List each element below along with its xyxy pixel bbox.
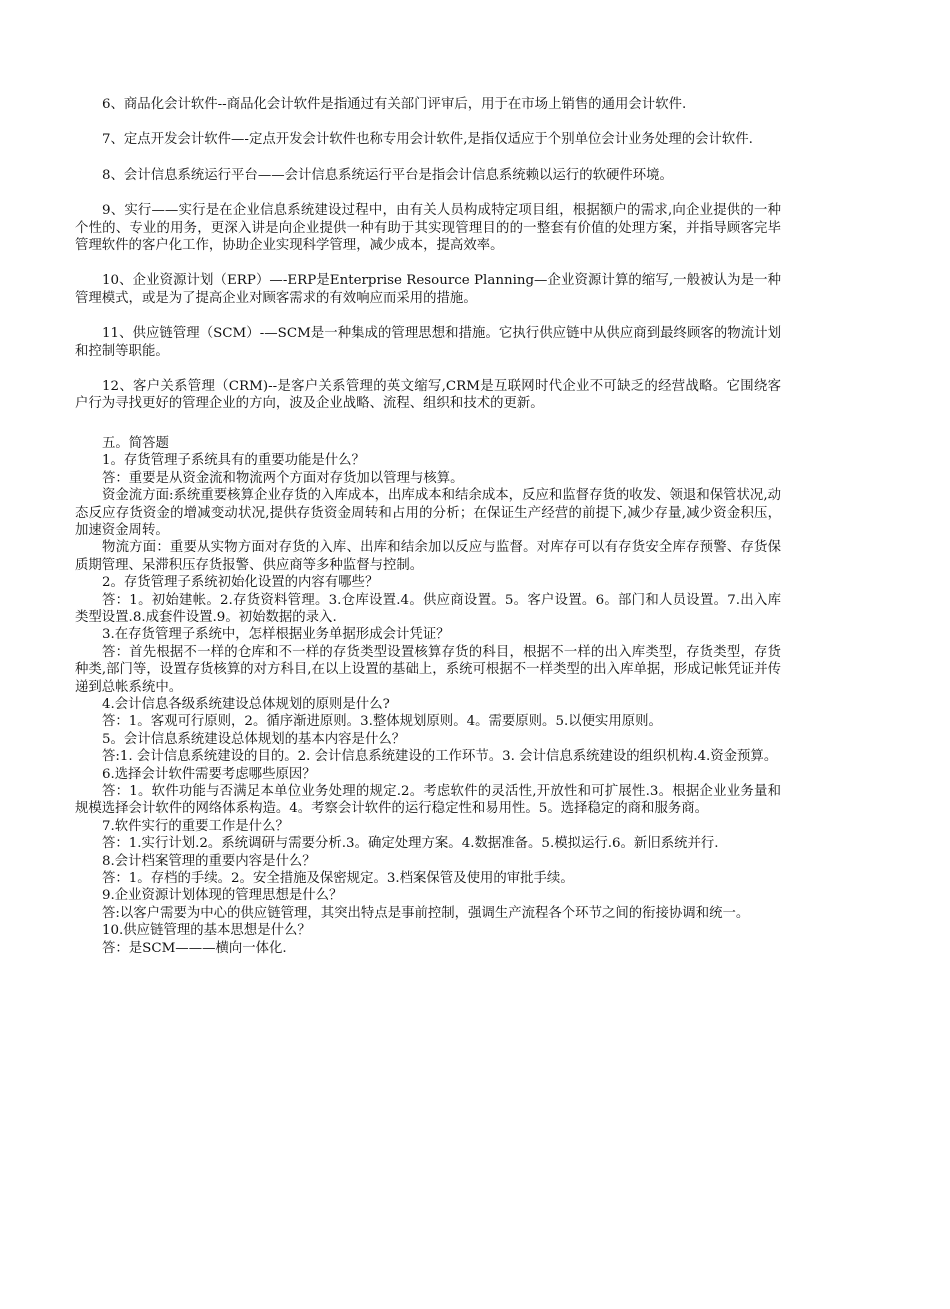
answer-line: 资金流方面:系统重要核算企业存货的入库成本，出库成本和结余成本，反应和监督存货的收发、领退和保管状况,动态反应存货资金的增减变动状况,提供存货资金周转和占用的分析；在保证生产经营的前提下,减少存量,减少资金积压，加速资金周转。 bbox=[75, 488, 781, 538]
question-line: 2。存货管理子系统初始化设置的内容有哪些？ bbox=[102, 575, 379, 591]
definition-paragraph: 11、供应链管理（SCM）-—SCM是一种集成的管理思想和措施。它执行供应链中从供应商到最终顾客的物流计划和控制等职能。 bbox=[75, 326, 781, 359]
short-answer-section bbox=[75, 435, 781, 957]
question-line: 1。存货管理子系统具有的重要功能是什么？ bbox=[102, 453, 365, 469]
question-line: 6.选择会计软件需要考虑哪些原因？ bbox=[102, 766, 316, 782]
question-line: 8.会计档案管理的重要内容是什么？ bbox=[102, 853, 316, 869]
document-page bbox=[75, 96, 781, 957]
answer-line: 答：1。客观可行原则，2。循序渐进原则。3.整体规划原则。4。需要原则。5.以便实用原则。 bbox=[102, 714, 662, 730]
definition-paragraph: 7、定点开发会计软件—-定点开发会计软件也称专用会计软件,是指仅适应于个别单位会计业务处理的会计软件. bbox=[102, 132, 753, 148]
definition-paragraph: 12、客户关系管理（CRM)--是客户关系管理的英文缩写,CRM是互联网时代企业不可缺乏的经营战略。它围绕客户行为寻找更好的管理企业的方向，波及企业战略、流程、组织和技术的更新。 bbox=[75, 379, 781, 412]
question-line: 10.供应链管理的基本思想是什么？ bbox=[102, 923, 311, 939]
definition-paragraph: 8、会计信息系统运行平台——会计信息系统运行平台是指会计信息系统赖以运行的软硬件环境。 bbox=[102, 167, 673, 183]
definitions-section bbox=[75, 96, 781, 413]
definition-paragraph: 6、商品化会计软件--商品化会计软件是指通过有关部门评审后，用于在市场上销售的通用会计软件. bbox=[102, 97, 687, 112]
answer-line: 答：首先根据不一样的仓库和不一样的存货类型设置核算存货的科目，根据不一样的出入库类型，存货类型，存货种类,部门等，设置存货核算的对方科目,在以上设置的基础上，系统可根据不一样类型的出入库单据，形成记帐凭证并传递到总帐系统中。 bbox=[75, 644, 781, 695]
definition-paragraph: 9、实行——实行是在企业信息系统建设过程中，由有关人员构成特定项目组，根据额户的需求,向企业提供的一种个性的、专业的用务，更深入讲是向企业提供一种有助于其实现管理目的的一整套有价值的处理方案，并指导顾客完毕管理软件的客户化工作，协助企业实现科学管理，减少成本，提高效率。 bbox=[75, 203, 781, 254]
question-line: 3.在存货管理子系统中，怎样根据业务单据形成会计凭证？ bbox=[102, 627, 450, 643]
definition-paragraph: 10、企业资源计划（ERP）—-ERP是Enterprise Resource Planning—企业资源计算的缩写,一般被认为是一种管理模式，或是为了提高企业对顾客需求的有效响应而采用的措施。 bbox=[75, 273, 781, 306]
answer-line: 答：1。初始建帐。2.存货资料管理。3.仓库设置.4。供应商设置。5。客户设置。6。部门和人员设置。7.出入库类型设置.8.成套件设置.9。初始数据的录入. bbox=[75, 592, 781, 625]
answer-line: 答:1. 会计信息系统建设的目的。2. 会计信息系统建设的工作环节。3. 会计信息系统建设的组织机构.4.资金预算。 bbox=[102, 749, 778, 765]
answer-line: 物流方面：重要从实物方面对存货的入库、出库和结余加以反应与监督。对库存可以有存货安全库存预警、存货保质期管理、呆滞积压存货报警、供应商等多种监督与控制。 bbox=[75, 540, 781, 573]
answer-line: 答:以客户需要为中心的供应链管理，其突出特点是事前控制，强调生产流程各个环节之间的衔接协调和统一。 bbox=[102, 905, 750, 921]
answer-line: 答：1。存档的手续。2。安全措施及保密规定。3.档案保管及使用的审批手续。 bbox=[102, 871, 574, 887]
section-heading: 五。简答题 bbox=[102, 435, 169, 451]
answer-line: 答：1.实行计划.2。系统调研与需要分析.3。确定处理方案。4.数据准备。5.模拟运行.6。新旧系统并行. bbox=[102, 836, 719, 852]
answer-line: 答：是SCM———横向一体化. bbox=[102, 940, 287, 956]
question-line: 4.会计信息各级系统建设总体规划的原则是什么? bbox=[102, 696, 390, 712]
answer-line: 答：重要是从资金流和物流两个方面对存货加以管理与核算。 bbox=[102, 470, 464, 486]
question-line: 5。会计信息系统建设总体规划的基本内容是什么？ bbox=[102, 731, 406, 747]
question-line: 7.软件实行的重要工作是什么？ bbox=[102, 818, 289, 834]
answer-line: 答：1。软件功能与否满足本单位业务处理的规定.2。考虑软件的灵活性,开放性和可扩展性.3。根据企业业务量和规模选择会计软件的网络体系构造。4。考察会计软件的运行稳定性和易用性。5。选择稳定的商和服务商。 bbox=[75, 784, 781, 817]
question-line: 9.企业资源计划体现的管理思想是什么？ bbox=[102, 888, 343, 904]
